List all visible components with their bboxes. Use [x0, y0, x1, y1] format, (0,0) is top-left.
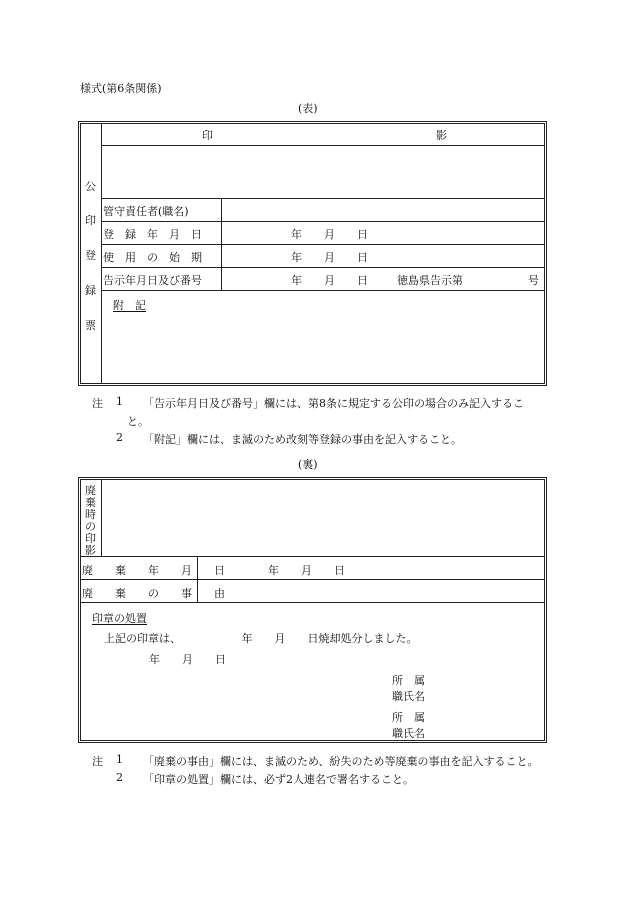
notice-number-suffix: 号 [528, 274, 539, 287]
seal-impression-area[interactable] [102, 146, 544, 197]
front-label: (表) [298, 102, 318, 115]
side-char: 印 [85, 532, 96, 545]
note-number: 1 [116, 395, 123, 408]
disposal-seal-impression-area[interactable] [102, 480, 544, 555]
notice-date-field[interactable]: 年 月 日 [291, 274, 368, 287]
note-number: 2 [116, 431, 123, 444]
side-char: 公 [85, 180, 96, 193]
side-char: の [85, 520, 96, 533]
signer-dept: 所 属 [392, 711, 425, 724]
note-text: 「廃棄の事由」欄には、ま滅のため、紛失のため等廃棄の事由を記入すること。 [143, 755, 539, 768]
notice-prefix: 徳島県告示第 [397, 274, 463, 287]
disposal-reason-field[interactable] [198, 580, 544, 601]
note-lead: 注 [92, 755, 103, 768]
signer-name: 職氏名 [392, 727, 425, 740]
start-of-use-field[interactable]: 年 月 日 [291, 251, 368, 264]
side-char: 印 [85, 214, 96, 227]
note-lead: 注 [92, 397, 103, 410]
custodian-label: 管守責任者(職名) [103, 205, 189, 218]
side-char: 録 [85, 284, 96, 297]
seal-header-left: 印 [202, 129, 213, 142]
disposal-date-field[interactable]: 年 月 日 [268, 564, 345, 577]
disposal-record-date: 年 月 日 [149, 653, 226, 666]
side-char: 票 [85, 319, 96, 332]
start-of-use-label: 使 用 の 始 期 [103, 251, 202, 264]
signer-name: 職氏名 [392, 690, 425, 703]
seal-header-right: 影 [436, 129, 447, 142]
note-text: 「附記」欄には、ま滅のため改刻等登録の事由を記入すること。 [143, 433, 462, 446]
disposal-date-label: 廃 棄 年 月 日 [82, 564, 225, 577]
registration-date-field[interactable]: 年 月 日 [291, 228, 368, 241]
note-text-cont: と。 [127, 415, 149, 428]
side-char: 棄 [85, 496, 96, 509]
side-char: 時 [85, 508, 96, 521]
side-char: 廃 [85, 484, 96, 497]
remarks-field[interactable] [102, 312, 544, 382]
back-label: (裏) [298, 458, 318, 471]
note-number: 2 [116, 771, 123, 784]
signer-dept: 所 属 [392, 674, 425, 687]
custodian-field[interactable] [222, 199, 544, 220]
remarks-label: 附 記 [113, 299, 146, 312]
disposal-title: 印章の処置 [92, 612, 147, 625]
form-title: 様式(第6条関係) [80, 82, 162, 95]
notice-date-label: 告示年月日及び番号 [103, 274, 202, 287]
note-text: 「告示年月日及び番号」欄には、第8条に規定する公印の場合のみ記入するこ [143, 397, 524, 410]
side-char: 影 [85, 544, 96, 557]
side-char: 登 [85, 249, 96, 262]
note-number: 1 [116, 753, 123, 766]
disposal-sentence: 上記の印章は、 年 月 日焼却処分しました。 [104, 632, 418, 645]
note-text: 「印章の処置」欄には、必ず2人連名で署名すること。 [143, 773, 414, 786]
registration-date-label: 登 録 年 月 日 [103, 228, 202, 241]
disposal-reason-label: 廃 棄 の 事 由 [82, 587, 225, 600]
